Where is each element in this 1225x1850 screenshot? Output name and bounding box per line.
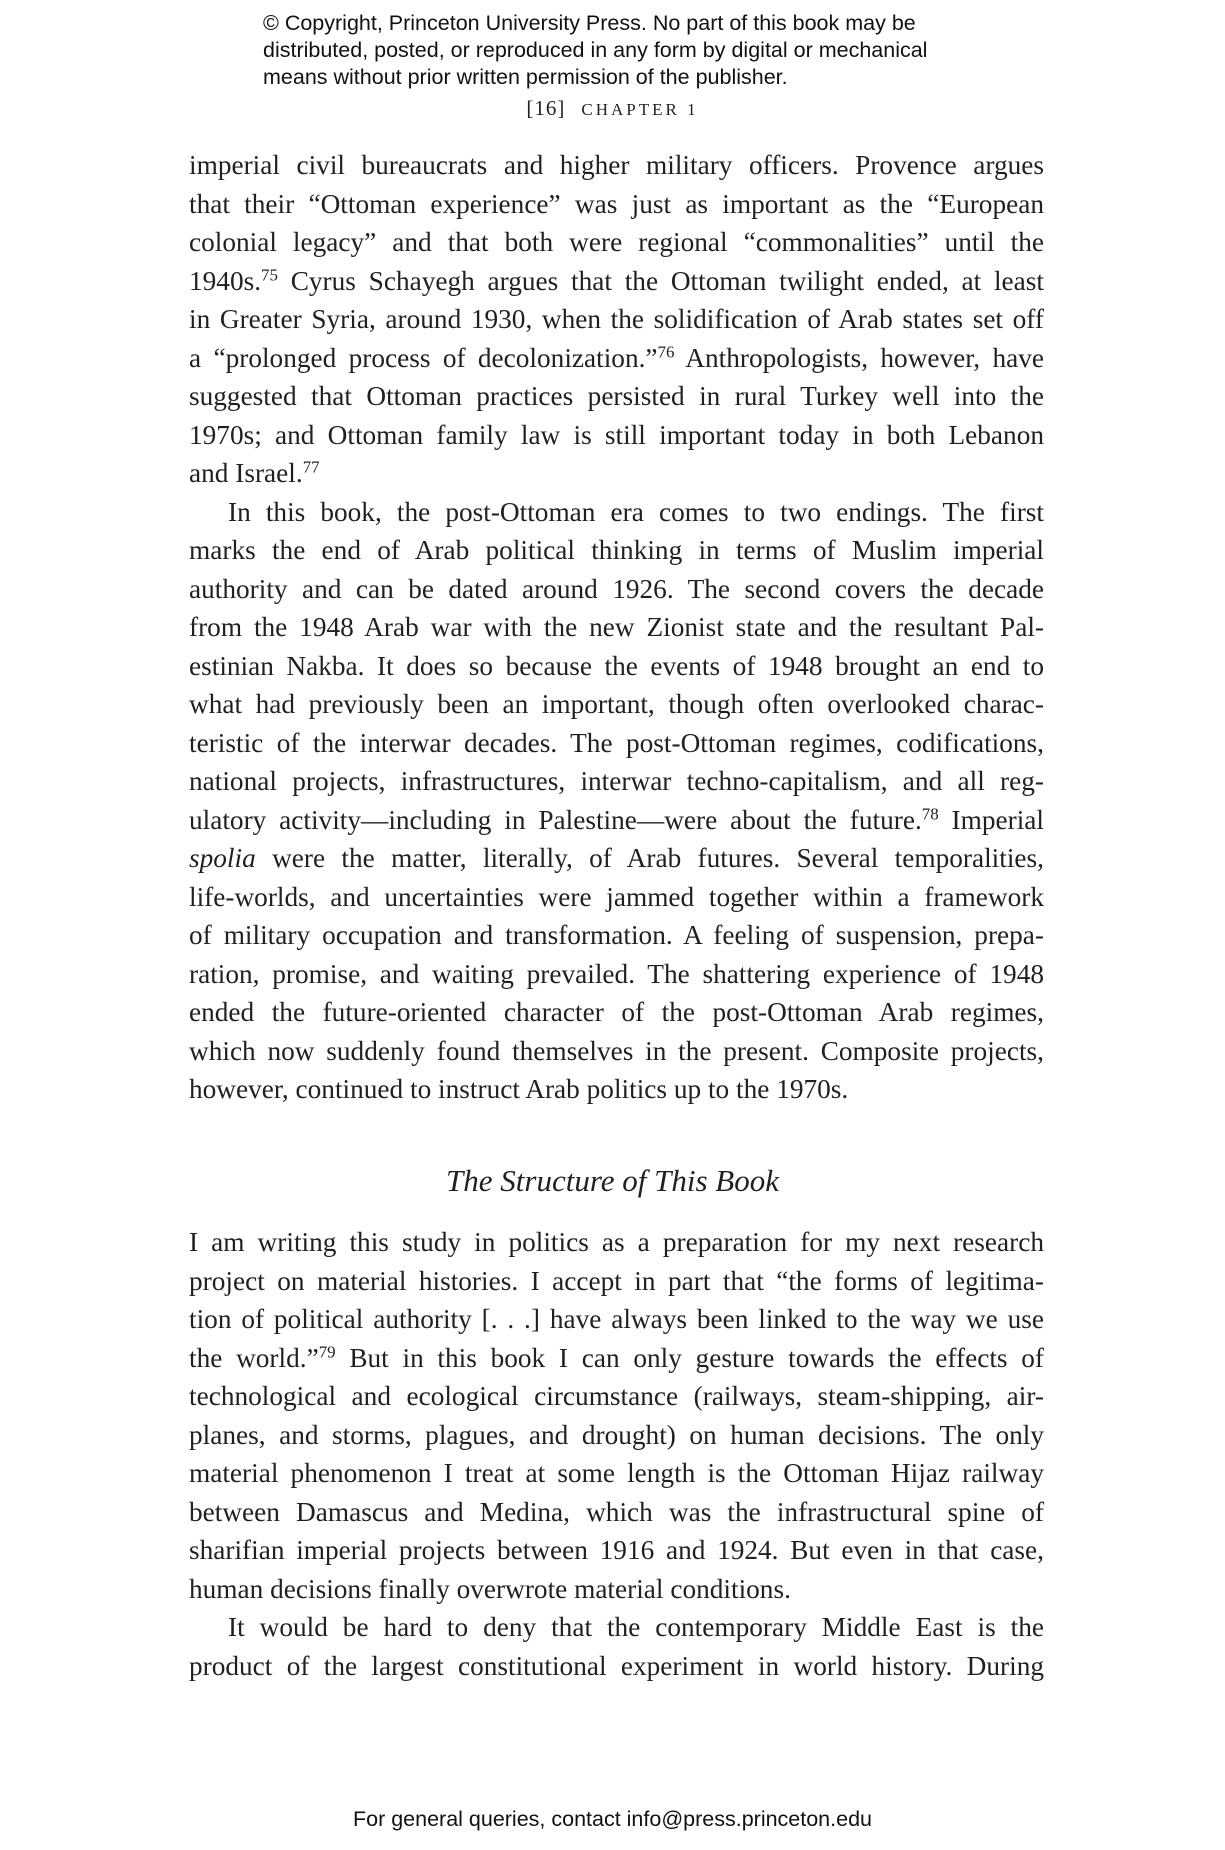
- text-line: In this book, the post-Ottoman era comes to two endings. The first: [228, 496, 1044, 527]
- paragraph: [189, 1223, 1044, 1608]
- copyright-line: © Copyright, Princeton University Press. No part of this book may be: [263, 11, 916, 35]
- text-span: But in this book I can only gesture towards the effects of: [335, 1342, 1044, 1373]
- text-line: marks the end of Arab political thinking in terms of Muslim imperial: [189, 535, 1044, 565]
- text-span: were the matter, literally, of Arab futures. Several temporalities,: [255, 843, 1044, 873]
- text-line: teristic of the interwar decades. The post-Ottoman regimes, codifications,: [189, 727, 1044, 758]
- text-line: that their “Ottoman experience” was just as important as the “European: [189, 188, 1044, 219]
- text-span: ulatory activity—including in Palestine—were about the future.: [189, 804, 922, 835]
- text-line: It would be hard to deny that the contemporary Middle East is the: [228, 1612, 1044, 1642]
- text-span: and Israel.: [189, 458, 303, 488]
- footer-contact: For general queries, contact info@press.princeton.edu: [352, 1807, 872, 1831]
- text-line: planes, and storms, plagues, and drought) on human decisions. The only: [189, 1419, 1044, 1450]
- running-head: [0, 96, 1225, 121]
- text-line: sharifian imperial projects between 1916 and 1924. But even in that case,: [189, 1535, 1044, 1565]
- section-heading: The Structure of This Book: [446, 1163, 779, 1198]
- text-line: 1970s; and Ottoman family law is still important today in both Lebanon: [189, 419, 1044, 450]
- text-line: what had previously been an important, though often overlooked charac-: [189, 689, 1044, 719]
- text-span: the world.”: [189, 1342, 319, 1373]
- page-number: [16]: [526, 96, 566, 120]
- copyright-line: means without prior written permission of the publisher.: [263, 65, 788, 89]
- text-line: which now suddenly found themselves in the present. Composite projects,: [189, 1035, 1044, 1066]
- text-line: national projects, infrastructures, interwar techno-capitalism, and all reg-: [189, 766, 1044, 796]
- text-line: ended the future-oriented character of the post-Ottoman Arab regimes,: [189, 997, 1044, 1027]
- text-line: product of the largest constitutional experiment in world history. During: [189, 1650, 1044, 1681]
- footnote-ref: 78: [921, 804, 939, 824]
- body-text-lower: [189, 1223, 1044, 1685]
- text-line: I am writing this study in politics as a preparation for my next research: [189, 1227, 1044, 1257]
- copyright-notice: [263, 10, 1023, 91]
- text-line: material phenomenon I treat at some length is the Ottoman Hijaz railway: [189, 1458, 1044, 1488]
- text-span: a “prolonged process of decolonization.”: [189, 342, 658, 373]
- text-line: colonial legacy” and that both were regional “commonalities” until the: [189, 227, 1044, 257]
- text-line: in Greater Syria, around 1930, when the solidification of Arab states set off: [189, 304, 1044, 334]
- text-span: 1940s.: [189, 265, 262, 296]
- text-line: [189, 801, 1044, 840]
- text-line: [189, 839, 1044, 878]
- copyright-line: distributed, posted, or reproduced in any form by digital or mechanical: [263, 38, 928, 62]
- footnote-ref: 75: [261, 265, 278, 285]
- text-line: estinian Nakba. It does so because the events of 1948 brought an end to: [189, 650, 1044, 681]
- text-line: ration, promise, and waiting prevailed. The shattering experience of 1948: [189, 958, 1044, 989]
- paragraph: [189, 1608, 1044, 1685]
- paragraph: [189, 493, 1044, 1109]
- text-line: authority and can be dated around 1926. The second covers the decade: [189, 573, 1044, 604]
- text-span: Imperial: [938, 804, 1044, 835]
- text-line: [189, 339, 1044, 378]
- text-line: between Damascus and Medina, which was the infrastructural spine of: [189, 1496, 1044, 1527]
- text-span: Cyrus Schayegh argues that the Ottoman twilight ended, at least: [277, 265, 1044, 296]
- text-line: [189, 454, 1044, 493]
- text-line: tion of political authority [. . .] have always been linked to the way we use: [189, 1304, 1044, 1334]
- text-line: project on material histories. I accept in part that “the forms of legitima-: [189, 1265, 1044, 1296]
- text-line: suggested that Ottoman practices persisted in rural Turkey well into the: [189, 381, 1044, 411]
- text-span: Anthropologists, however, have: [674, 342, 1044, 373]
- footnote-ref: 76: [657, 342, 675, 362]
- text-line: human decisions finally overwrote material conditions.: [189, 1573, 791, 1604]
- text-line: [189, 1339, 1044, 1378]
- footnote-ref: 77: [302, 457, 320, 477]
- text-line: [189, 262, 1044, 301]
- text-line: life-worlds, and uncertainties were jammed together within a framework: [189, 881, 1044, 912]
- paragraph: [189, 146, 1044, 493]
- italic-term: spolia: [189, 843, 256, 873]
- chapter-label: CHAPTER 1: [581, 100, 699, 119]
- text-line: from the 1948 Arab war with the new Zionist state and the resultant Pal-: [189, 612, 1044, 642]
- text-line: of military occupation and transformation. A feeling of suspension, prepa-: [189, 920, 1044, 950]
- footnote-ref: 79: [318, 1342, 336, 1362]
- text-line: imperial civil bureaucrats and higher military officers. Provence argues: [189, 150, 1044, 180]
- body-text-upper: [189, 146, 1044, 1109]
- text-line: technological and ecological circumstance (railways, steam-shipping, air-: [189, 1381, 1044, 1411]
- text-line: however, continued to instruct Arab politics up to the 1970s.: [189, 1074, 849, 1104]
